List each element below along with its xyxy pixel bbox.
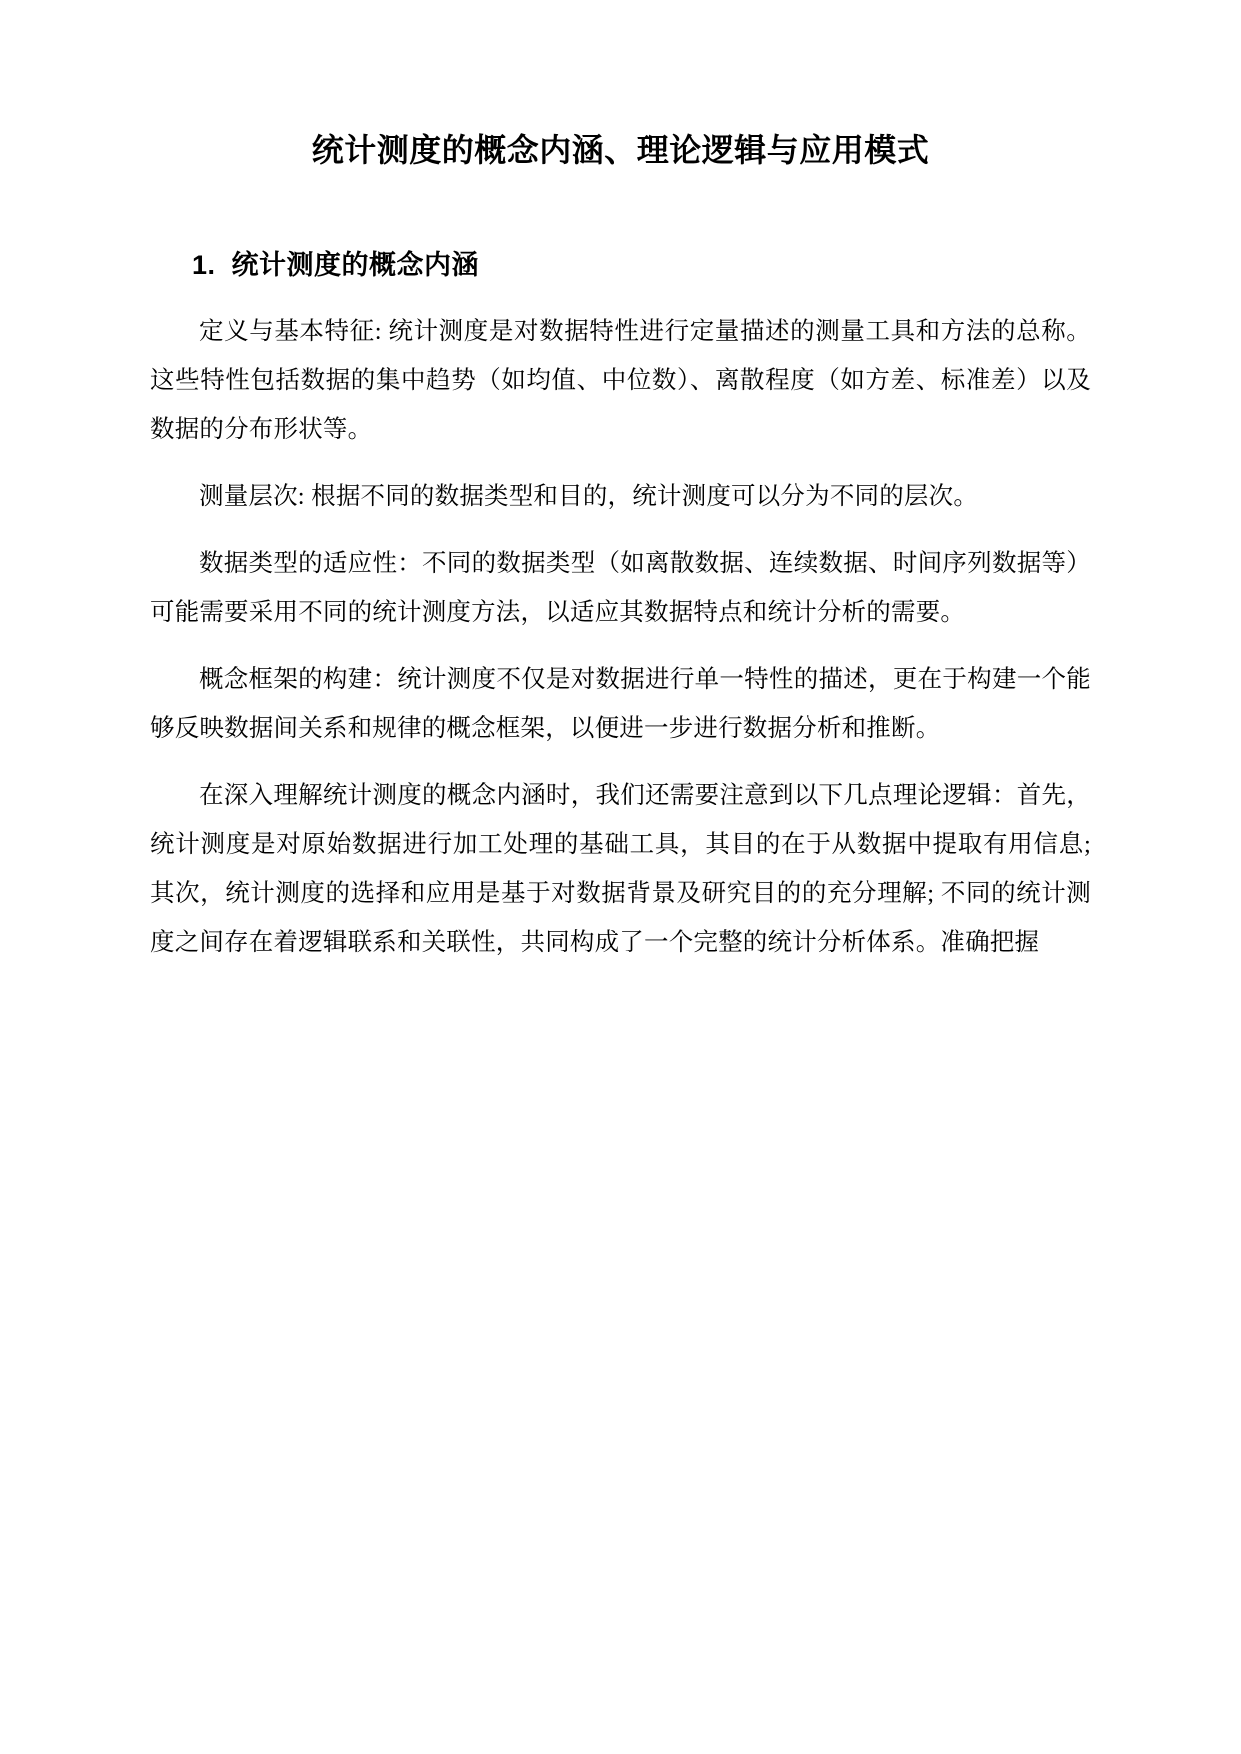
paragraph-conceptual-framework: 概念框架的构建：统计测度不仅是对数据进行单一特性的描述，更在于构建一个能够反映数据间关系和规律的概念框架，以便进一步进行数据分析和推断。 bbox=[150, 666, 1091, 743]
section-heading-1 bbox=[150, 245, 1091, 286]
document-title: 统计测度的概念内涵、理论逻辑与应用模式 bbox=[311, 132, 930, 168]
paragraph-measurement-levels: 测量层次: 根据不同的数据类型和目的，统计测度可以分为不同的层次。 bbox=[199, 483, 979, 511]
paragraph-data-type-adaptability: 数据类型的适应性：不同的数据类型（如离散数据、连续数据、时间序列数据等）可能需要采用不同的统计测度方法，以适应其数据特点和统计分析的需要。 bbox=[150, 550, 1091, 627]
paragraph-theoretical-logic: 在深入理解统计测度的概念内涵时，我们还需要注意到以下几点理论逻辑：首先，统计测度是对原始数据进行加工处理的基础工具，其目的在于从数据中提取有用信息; 其次，统计测度的选择和应用是基于对数据背景及研究目的的充分理解; 不同的统计测度之间存在着逻辑联系和关联性，共同构成了一个完整的统计分析体系。准确把握 bbox=[150, 782, 1091, 957]
section-heading-text: 统计测度的概念内涵 bbox=[231, 249, 480, 280]
section-number: 1. bbox=[192, 249, 216, 280]
paragraph-definition: 定义与基本特征: 统计测度是对数据特性进行定量描述的测量工具和方法的总称。这些特性包括数据的集中趋势（如均值、中位数）、离散程度（如方差、标准差）以及数据的分布形状等。 bbox=[150, 318, 1091, 444]
